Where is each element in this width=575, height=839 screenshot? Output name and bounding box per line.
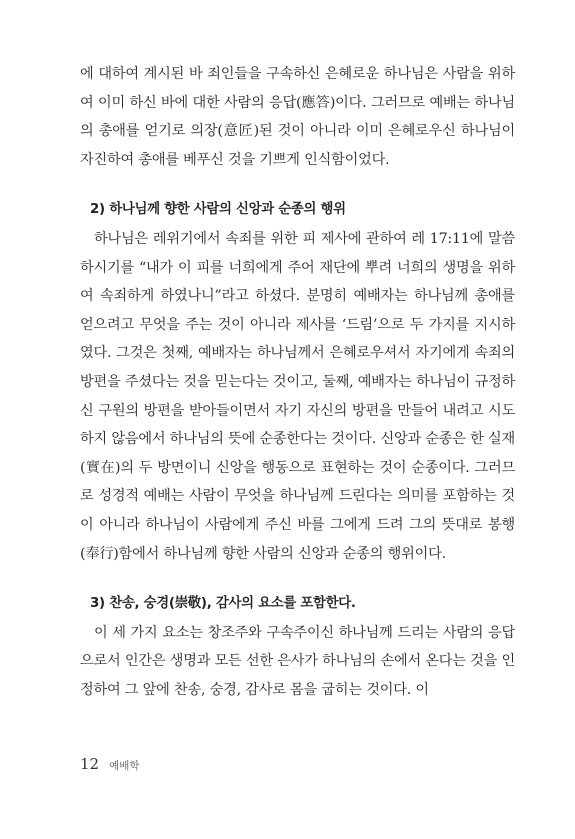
section-gap	[80, 568, 515, 590]
section-heading-2: 2) 하나님께 향한 사람의 신앙과 순종의 행위	[90, 202, 346, 218]
page-number: 12	[80, 755, 100, 773]
page-body	[80, 60, 515, 704]
running-title: 예배학	[109, 760, 140, 772]
paragraph-1: 에 대하여 계시된 바 죄인들을 구속하신 은혜로운 하나님은 사람을 위하여 이미 하신 바에 대한 사람의 응답(應答)이다. 그러므로 예배는 하나님의 총애를 얻기로 의장(意匠)된 것이 아니라 이미 은혜로우신 하나님이 자진하여 총애를 베푸신 것을 기쁘게 인식함이었다.	[80, 66, 515, 168]
section-heading-3: 3) 찬송, 숭경(崇敬), 감사의 요소를 포함한다.	[90, 596, 356, 612]
section-gap	[80, 174, 515, 196]
paragraph-3: 이 세 가지 요소는 창조주와 구속주이신 하나님께 드리는 사람의 응답으로서 인간은 생명과 모든 선한 은사가 하나님의 손에서 온다는 것을 인정하여 그 앞에 찬송, 숭경, 감사로 몸을 굽히는 것이다. 이	[80, 624, 515, 698]
page-footer	[80, 755, 140, 773]
paragraph-2: 하나님은 레위기에서 속죄를 위한 피 제사에 관하여 레 17:11에 말씀하시기를 “내가 이 피를 너희에게 주어 재단에 뿌려 너희의 생명을 위하여 속죄하게 하였나니”라고 하셨다. 분명히 예배자는 하나님께 총애를 얻으려고 무엇을 주는 것이 아니라 제사를 ‘드림’으로 두 가지를 지시하였다. 그것은 첫째, 예배자는 하나님께서 은혜로우셔서 자기에게 속죄의 방편을 주셨다는 것을 믿는다는 것이고, 둘째, 예배자는 하나님이 규정하신 구원의 방편을 받아들이면서 자기 자신의 방편을 만들어 내려고 시도하지 않음에서 하나님의 뜻에 순종한다는 것이다. 신앙과 순종은 한 실재(實在)의 두 방면이니 신앙을 행동으로 표현하는 것이 순종이다. 그러므로 성경적 예배는 사람이 무엇을 하나님께 드린다는 의미를 포함하는 것이 아니라 하나님이 사람에게 주신 바를 그에게 드려 그의 뜻대로 봉행(奉行)함에서 하나님께 향한 사람의 신앙과 순종의 행위이다.	[80, 230, 515, 562]
